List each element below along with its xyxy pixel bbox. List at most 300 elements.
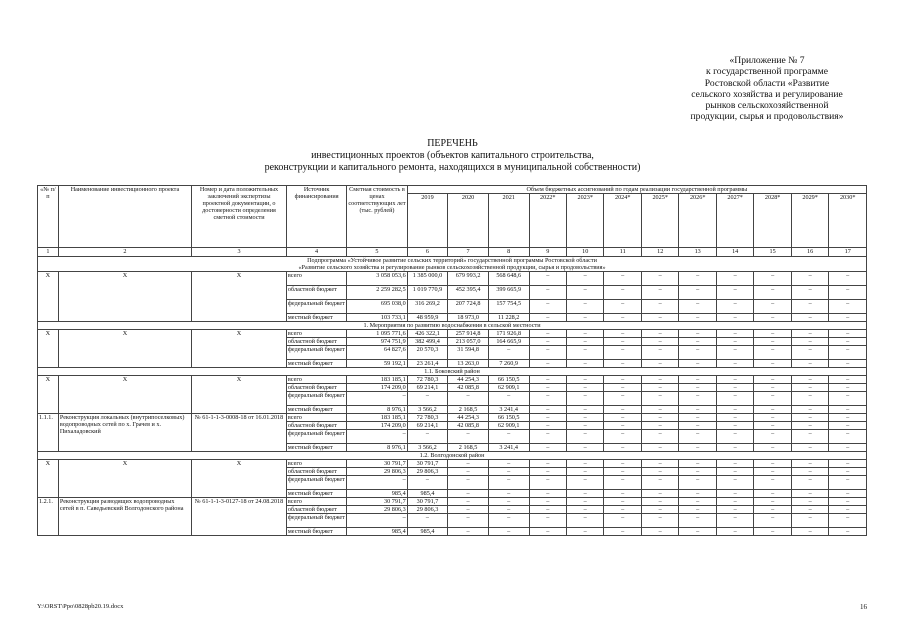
year-value: – bbox=[679, 514, 716, 528]
year-value: – bbox=[829, 430, 867, 444]
year-value: 66 150,5 bbox=[488, 376, 529, 384]
year-value: 679 993,2 bbox=[448, 272, 489, 286]
year-value: – bbox=[604, 314, 641, 322]
year-value: – bbox=[566, 346, 603, 360]
section-row bbox=[38, 322, 867, 330]
estimated-cost: 30 791,7 bbox=[347, 460, 407, 468]
year-value: – bbox=[604, 514, 641, 528]
year-value: – bbox=[754, 392, 791, 406]
year-value: – bbox=[829, 468, 867, 476]
appendix-line: сельского хозяйства и регулирование bbox=[691, 88, 843, 100]
year-value: 30 791,7 bbox=[407, 460, 448, 468]
estimated-cost: 29 806,3 bbox=[347, 468, 407, 476]
year-value: – bbox=[488, 498, 529, 506]
year-value: – bbox=[679, 468, 716, 476]
year-value: – bbox=[716, 468, 753, 476]
year-value: – bbox=[754, 498, 791, 506]
header-year: 2026* bbox=[679, 194, 716, 248]
year-value: 18 973,0 bbox=[448, 314, 489, 322]
year-value: – bbox=[641, 490, 678, 498]
year-value: – bbox=[641, 346, 678, 360]
estimated-cost: 695 038,0 bbox=[347, 300, 407, 314]
year-value: – bbox=[604, 422, 641, 430]
funding-source: федеральный бюджет bbox=[286, 476, 346, 490]
section-title-line: 1.2. Волгодонской район bbox=[419, 452, 485, 459]
column-number: 2 bbox=[58, 248, 191, 257]
year-value: – bbox=[448, 468, 489, 476]
year-value: 207 724,8 bbox=[448, 300, 489, 314]
year-value: – bbox=[529, 338, 566, 346]
section-title bbox=[38, 257, 867, 272]
year-value: – bbox=[566, 460, 603, 468]
year-value: – bbox=[716, 392, 753, 406]
year-value: – bbox=[529, 286, 566, 300]
year-value: 452 395,4 bbox=[448, 286, 489, 300]
year-value: – bbox=[716, 528, 753, 536]
year-value: 13 263,0 bbox=[448, 360, 489, 368]
year-value: – bbox=[529, 514, 566, 528]
header-year: 2028* bbox=[754, 194, 791, 248]
year-value: – bbox=[791, 444, 828, 452]
year-value: – bbox=[604, 406, 641, 414]
funding-source: всего bbox=[286, 272, 346, 286]
section-row bbox=[38, 452, 867, 460]
year-value: – bbox=[791, 514, 828, 528]
year-value: – bbox=[641, 330, 678, 338]
funding-source: местный бюджет bbox=[286, 360, 346, 368]
column-number: 1 bbox=[38, 248, 59, 257]
year-value: – bbox=[829, 476, 867, 490]
year-value: – bbox=[754, 468, 791, 476]
year-value: – bbox=[566, 272, 603, 286]
year-value: – bbox=[829, 444, 867, 452]
column-number: 10 bbox=[566, 248, 603, 257]
year-value: 3 566,2 bbox=[407, 444, 448, 452]
header-source: Источник финансирования bbox=[286, 186, 346, 248]
year-value: – bbox=[829, 376, 867, 384]
year-value: – bbox=[754, 444, 791, 452]
year-value: – bbox=[679, 444, 716, 452]
year-value: – bbox=[566, 338, 603, 346]
year-value: – bbox=[679, 392, 716, 406]
year-value: – bbox=[716, 330, 753, 338]
year-value: 157 754,5 bbox=[488, 300, 529, 314]
year-value: – bbox=[604, 376, 641, 384]
year-value: – bbox=[488, 468, 529, 476]
year-value: – bbox=[566, 330, 603, 338]
year-value: – bbox=[566, 422, 603, 430]
year-value: – bbox=[679, 384, 716, 392]
year-value: – bbox=[604, 414, 641, 422]
year-value: – bbox=[604, 286, 641, 300]
year-value: – bbox=[754, 360, 791, 368]
header-row bbox=[38, 186, 867, 194]
year-value: – bbox=[716, 286, 753, 300]
year-value: – bbox=[566, 528, 603, 536]
year-value: – bbox=[529, 444, 566, 452]
year-value: – bbox=[791, 338, 828, 346]
year-value: – bbox=[679, 506, 716, 514]
year-value: – bbox=[529, 392, 566, 406]
year-value: – bbox=[604, 460, 641, 468]
year-value: – bbox=[791, 460, 828, 468]
estimated-cost: 59 192,1 bbox=[347, 360, 407, 368]
year-value: – bbox=[829, 506, 867, 514]
year-value: – bbox=[716, 490, 753, 498]
year-value: – bbox=[488, 528, 529, 536]
year-value: – bbox=[829, 272, 867, 286]
year-value: – bbox=[529, 300, 566, 314]
column-number: 16 bbox=[791, 248, 828, 257]
funding-source: федеральный бюджет bbox=[286, 514, 346, 528]
year-value: 3 241,4 bbox=[488, 444, 529, 452]
year-value: – bbox=[829, 414, 867, 422]
header-name: Наименование инвестиционного проекта bbox=[58, 186, 191, 248]
estimated-cost: 174 209,0 bbox=[347, 422, 407, 430]
year-value: – bbox=[448, 528, 489, 536]
year-value: – bbox=[829, 300, 867, 314]
year-value: – bbox=[448, 514, 489, 528]
year-value: – bbox=[716, 376, 753, 384]
column-number: 13 bbox=[679, 248, 716, 257]
year-value: – bbox=[791, 422, 828, 430]
expert-conclusion: X bbox=[192, 376, 287, 414]
year-value: – bbox=[604, 528, 641, 536]
year-value: – bbox=[641, 422, 678, 430]
year-value: 66 150,5 bbox=[488, 414, 529, 422]
year-value: – bbox=[679, 490, 716, 498]
year-value: – bbox=[566, 468, 603, 476]
year-value: – bbox=[679, 406, 716, 414]
project-name: X bbox=[58, 460, 191, 498]
title-heading: ПЕРЕЧЕНЬ bbox=[427, 138, 478, 149]
funding-source: областной бюджет bbox=[286, 506, 346, 514]
year-value: – bbox=[679, 330, 716, 338]
year-value: – bbox=[754, 460, 791, 468]
estimated-cost: 30 791,7 bbox=[347, 498, 407, 506]
year-value: – bbox=[407, 476, 448, 490]
year-value: – bbox=[829, 490, 867, 498]
year-value: 213 057,0 bbox=[448, 338, 489, 346]
year-value: – bbox=[791, 506, 828, 514]
table-row bbox=[38, 414, 867, 422]
funding-source: местный бюджет bbox=[286, 490, 346, 498]
header-year: 2019 bbox=[407, 194, 448, 248]
year-value: 171 926,8 bbox=[488, 330, 529, 338]
year-value: – bbox=[829, 498, 867, 506]
year-value: – bbox=[529, 468, 566, 476]
table-row bbox=[38, 460, 867, 468]
year-value: – bbox=[716, 406, 753, 414]
year-value: 42 085,8 bbox=[448, 422, 489, 430]
year-value: 72 780,3 bbox=[407, 376, 448, 384]
year-value: – bbox=[716, 300, 753, 314]
year-value: – bbox=[829, 514, 867, 528]
year-value: – bbox=[604, 346, 641, 360]
header-year: 2023* bbox=[566, 194, 603, 248]
year-value: – bbox=[716, 384, 753, 392]
year-value: – bbox=[566, 514, 603, 528]
title-line: реконструкции и капитального ремонта, находящихся в муниципальной собственности) bbox=[264, 161, 641, 173]
year-value: – bbox=[448, 460, 489, 468]
year-value: – bbox=[754, 384, 791, 392]
funding-source: областной бюджет bbox=[286, 384, 346, 392]
year-value: 30 791,7 bbox=[407, 498, 448, 506]
year-value: – bbox=[566, 414, 603, 422]
year-value: – bbox=[529, 376, 566, 384]
year-value: – bbox=[754, 338, 791, 346]
section-title-line: «Развитие сельского хозяйства и регулирование рынков сельскохозяйственной продукции, сырья и продовольствия» bbox=[298, 264, 606, 271]
project-name: X bbox=[58, 330, 191, 368]
year-value: – bbox=[566, 476, 603, 490]
year-value: – bbox=[641, 272, 678, 286]
table-row bbox=[38, 272, 867, 286]
year-value: – bbox=[448, 506, 489, 514]
estimated-cost: 974 751,9 bbox=[347, 338, 407, 346]
column-number: 8 bbox=[488, 248, 529, 257]
estimated-cost: 8 976,1 bbox=[347, 444, 407, 452]
year-value: 1 019 770,9 bbox=[407, 286, 448, 300]
year-value: – bbox=[641, 300, 678, 314]
year-value: – bbox=[641, 338, 678, 346]
column-number: 7 bbox=[448, 248, 489, 257]
column-number: 3 bbox=[192, 248, 287, 257]
year-value: – bbox=[791, 300, 828, 314]
year-value: 48 959,9 bbox=[407, 314, 448, 322]
year-value: – bbox=[529, 346, 566, 360]
year-value: – bbox=[754, 376, 791, 384]
year-value: 399 665,9 bbox=[488, 286, 529, 300]
estimated-cost: 183 185,1 bbox=[347, 414, 407, 422]
year-value: – bbox=[679, 346, 716, 360]
column-number: 9 bbox=[529, 248, 566, 257]
year-value: – bbox=[529, 498, 566, 506]
header-year: 2030* bbox=[829, 194, 867, 248]
funding-source: федеральный бюджет bbox=[286, 346, 346, 360]
year-value: – bbox=[754, 314, 791, 322]
year-value: – bbox=[829, 360, 867, 368]
estimated-cost: 2 259 282,5 bbox=[347, 286, 407, 300]
year-value: – bbox=[716, 476, 753, 490]
year-value: – bbox=[679, 314, 716, 322]
year-value: – bbox=[407, 430, 448, 444]
year-value: – bbox=[566, 490, 603, 498]
year-value: – bbox=[754, 506, 791, 514]
year-value: – bbox=[679, 430, 716, 444]
year-value: – bbox=[488, 430, 529, 444]
year-value: – bbox=[791, 528, 828, 536]
header-year: 2025* bbox=[641, 194, 678, 248]
year-value: – bbox=[641, 476, 678, 490]
section-title-line: 1. Мероприятия по развитию водоснабжения в сельской местности bbox=[363, 322, 541, 329]
year-value: – bbox=[529, 330, 566, 338]
year-value: – bbox=[791, 406, 828, 414]
year-value: – bbox=[791, 498, 828, 506]
year-value: 257 914,8 bbox=[448, 330, 489, 338]
column-number: 6 bbox=[407, 248, 448, 257]
year-value: – bbox=[791, 384, 828, 392]
year-value: 29 806,3 bbox=[407, 468, 448, 476]
funding-source: федеральный бюджет bbox=[286, 392, 346, 406]
year-value: 69 214,1 bbox=[407, 422, 448, 430]
section-title bbox=[38, 322, 867, 330]
funding-source: местный бюджет bbox=[286, 528, 346, 536]
year-value: 426 322,1 bbox=[407, 330, 448, 338]
year-value: – bbox=[716, 338, 753, 346]
year-value: – bbox=[716, 514, 753, 528]
year-value: – bbox=[641, 506, 678, 514]
funding-source: областной бюджет bbox=[286, 422, 346, 430]
page-number: 16 bbox=[860, 603, 867, 611]
estimated-cost: 8 976,1 bbox=[347, 406, 407, 414]
year-value: – bbox=[754, 476, 791, 490]
year-value: – bbox=[716, 444, 753, 452]
estimated-cost: 29 806,3 bbox=[347, 506, 407, 514]
expert-conclusion: № 61-1-1-3-0008-18 от 16.01.2018 bbox=[192, 414, 287, 452]
year-value: – bbox=[679, 300, 716, 314]
year-value: – bbox=[604, 490, 641, 498]
year-value: – bbox=[754, 330, 791, 338]
year-value: – bbox=[791, 414, 828, 422]
year-value: – bbox=[829, 460, 867, 468]
year-value: 62 909,1 bbox=[488, 422, 529, 430]
expert-conclusion: X bbox=[192, 460, 287, 498]
year-value: – bbox=[529, 422, 566, 430]
year-value: 985,4 bbox=[407, 528, 448, 536]
estimated-cost: – bbox=[347, 476, 407, 490]
year-value: – bbox=[529, 360, 566, 368]
column-number: 5 bbox=[347, 248, 407, 257]
row-number: 1.1.1. bbox=[38, 414, 59, 452]
year-value: – bbox=[716, 422, 753, 430]
year-value: 568 648,6 bbox=[488, 272, 529, 286]
year-value: – bbox=[604, 330, 641, 338]
year-value: – bbox=[791, 360, 828, 368]
column-numbers-row bbox=[38, 248, 867, 257]
section-row bbox=[38, 368, 867, 376]
year-value: 11 228,2 bbox=[488, 314, 529, 322]
year-value: – bbox=[529, 476, 566, 490]
estimated-cost: 103 733,1 bbox=[347, 314, 407, 322]
estimated-cost: 985,4 bbox=[347, 528, 407, 536]
row-number: X bbox=[38, 330, 59, 368]
year-value: – bbox=[604, 444, 641, 452]
year-value: – bbox=[566, 498, 603, 506]
estimated-cost: 1 095 771,6 bbox=[347, 330, 407, 338]
year-value: – bbox=[829, 338, 867, 346]
year-value: – bbox=[604, 384, 641, 392]
year-value: – bbox=[604, 468, 641, 476]
funding-source: местный бюджет bbox=[286, 444, 346, 452]
year-value: – bbox=[641, 528, 678, 536]
project-name: X bbox=[58, 376, 191, 414]
header-year: 2021 bbox=[488, 194, 529, 248]
funding-source: местный бюджет bbox=[286, 314, 346, 322]
appendix-line: Ростовской области «Развитие bbox=[704, 77, 830, 89]
header-cost: Сметная стоимость в ценах соответствующих лет (тыс. рублей) bbox=[347, 186, 407, 248]
year-value: 2 168,5 bbox=[448, 444, 489, 452]
year-value: – bbox=[641, 286, 678, 300]
year-value: 3 566,2 bbox=[407, 406, 448, 414]
header-year: 2024* bbox=[604, 194, 641, 248]
year-value: 72 780,3 bbox=[407, 414, 448, 422]
year-value: 42 085,8 bbox=[448, 384, 489, 392]
file-path: Y:\ORST\Ppo\0828pb20.19.docx bbox=[37, 603, 124, 610]
year-value: – bbox=[754, 430, 791, 444]
year-value: – bbox=[566, 384, 603, 392]
column-number: 14 bbox=[716, 248, 753, 257]
year-value: 31 594,8 bbox=[448, 346, 489, 360]
year-value: 3 241,4 bbox=[488, 406, 529, 414]
year-value: – bbox=[529, 506, 566, 514]
expert-conclusion: X bbox=[192, 272, 287, 322]
year-value: – bbox=[604, 498, 641, 506]
year-value: – bbox=[791, 272, 828, 286]
year-value: – bbox=[566, 430, 603, 444]
year-value: – bbox=[604, 300, 641, 314]
section-title bbox=[38, 452, 867, 460]
year-value: – bbox=[829, 286, 867, 300]
year-value: – bbox=[488, 346, 529, 360]
year-value: – bbox=[754, 286, 791, 300]
year-value: – bbox=[679, 360, 716, 368]
header-year: 2022* bbox=[529, 194, 566, 248]
year-value: – bbox=[448, 392, 489, 406]
year-value: – bbox=[754, 272, 791, 286]
year-value: – bbox=[641, 314, 678, 322]
year-value: – bbox=[529, 314, 566, 322]
table-row bbox=[38, 330, 867, 338]
year-value: – bbox=[566, 506, 603, 514]
year-value: – bbox=[716, 460, 753, 468]
year-value: – bbox=[641, 392, 678, 406]
year-value: – bbox=[641, 514, 678, 528]
year-value: – bbox=[529, 430, 566, 444]
year-value: – bbox=[791, 376, 828, 384]
year-value: – bbox=[791, 476, 828, 490]
year-value: 316 269,2 bbox=[407, 300, 448, 314]
year-value: – bbox=[754, 346, 791, 360]
year-value: – bbox=[754, 406, 791, 414]
row-number: X bbox=[38, 460, 59, 498]
appendix-line: продукции, сырья и продовольствия» bbox=[690, 111, 844, 123]
year-value: – bbox=[829, 422, 867, 430]
year-value: – bbox=[829, 346, 867, 360]
column-number: 11 bbox=[604, 248, 641, 257]
table-row bbox=[38, 498, 867, 506]
investment-projects-table bbox=[37, 185, 867, 536]
estimated-cost: 183 185,1 bbox=[347, 376, 407, 384]
section-row bbox=[38, 257, 867, 272]
year-value: – bbox=[791, 286, 828, 300]
estimated-cost: – bbox=[347, 392, 407, 406]
year-value: – bbox=[754, 514, 791, 528]
header-year: 2029* bbox=[791, 194, 828, 248]
year-value: – bbox=[679, 272, 716, 286]
year-value: 44 254,3 bbox=[448, 376, 489, 384]
column-number: 15 bbox=[754, 248, 791, 257]
year-value: – bbox=[754, 490, 791, 498]
funding-source: федеральный бюджет bbox=[286, 430, 346, 444]
year-value: – bbox=[679, 528, 716, 536]
year-value: – bbox=[716, 506, 753, 514]
column-number: 17 bbox=[829, 248, 867, 257]
year-value: – bbox=[641, 384, 678, 392]
header-year: 2027* bbox=[716, 194, 753, 248]
year-value: – bbox=[829, 392, 867, 406]
year-value: – bbox=[641, 468, 678, 476]
funding-source: всего bbox=[286, 414, 346, 422]
